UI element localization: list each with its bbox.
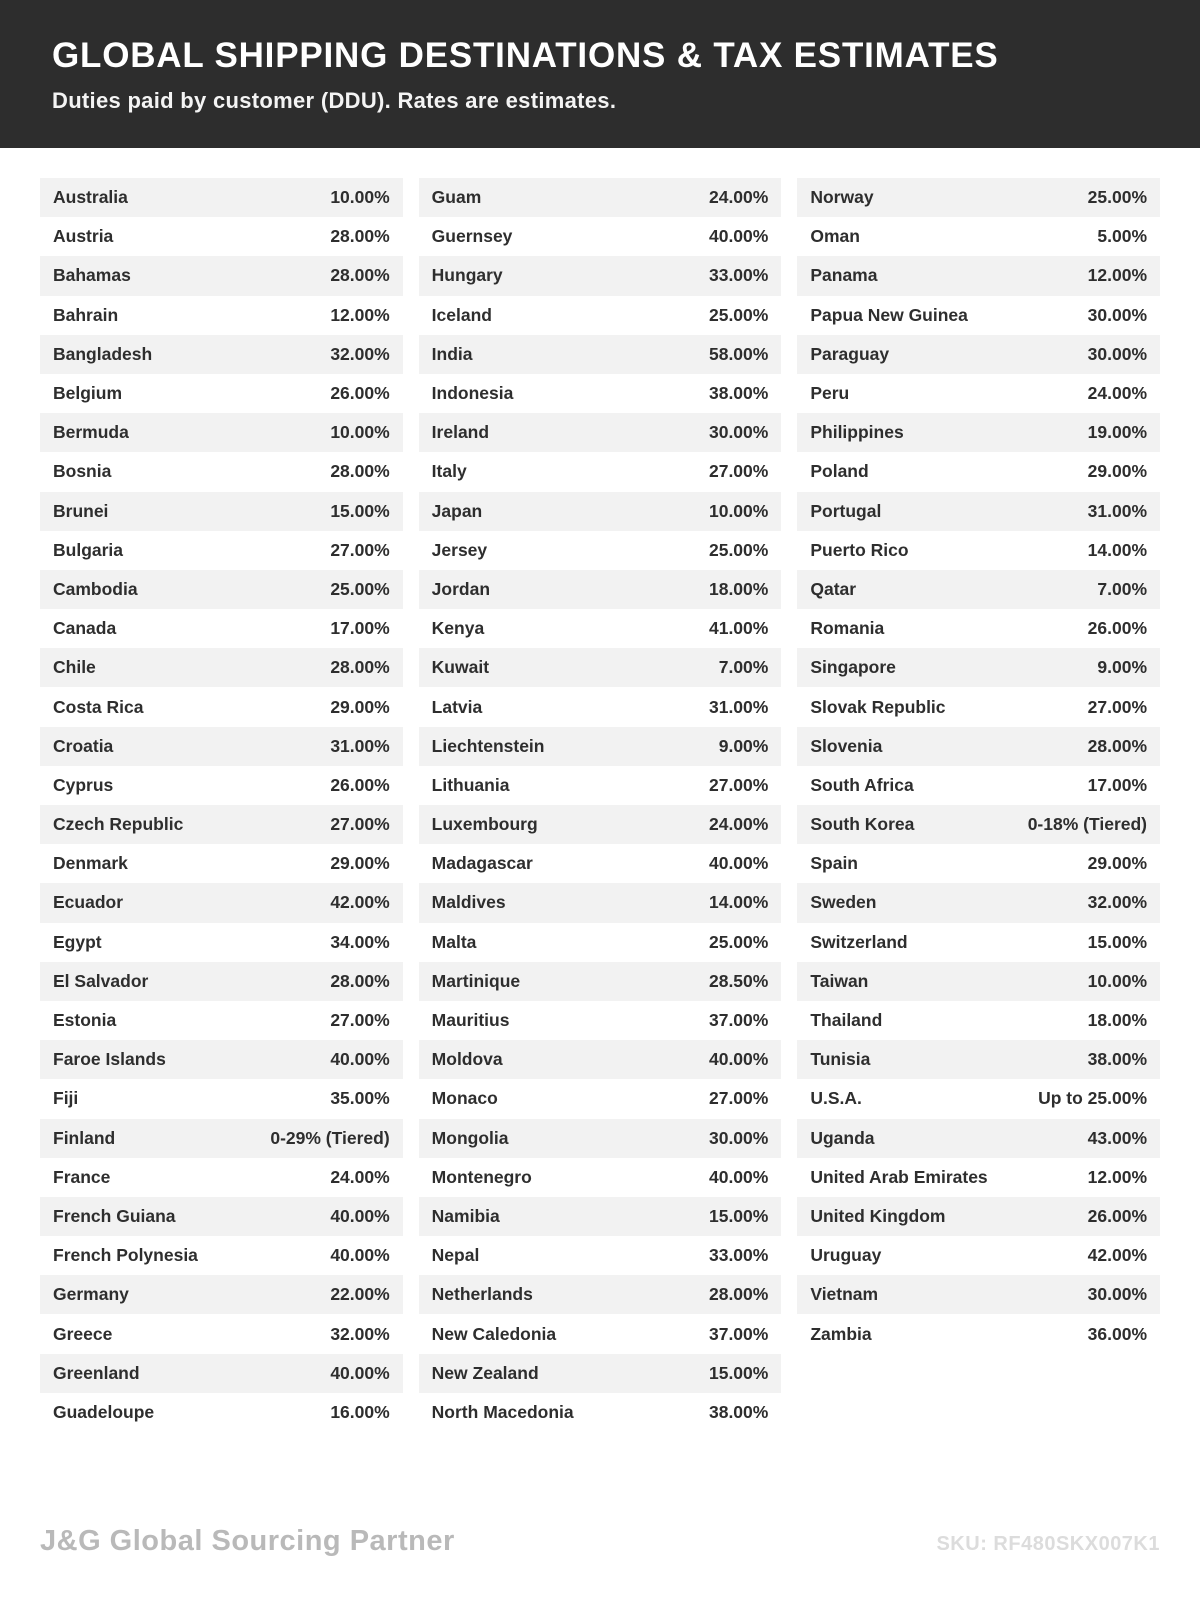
table-row: [797, 962, 1160, 1001]
table-row: [797, 1197, 1160, 1236]
country-name: North Macedonia: [431, 1401, 574, 1422]
tax-rate: 40.00%: [330, 1049, 390, 1070]
table-row: [40, 1393, 403, 1432]
country-name: Sweden: [810, 892, 877, 913]
table-row: [419, 1040, 782, 1079]
table-row: [40, 805, 403, 844]
country-name: Norway: [810, 187, 874, 208]
tax-rate-column-3: [797, 178, 1160, 1432]
country-name: Ecuador: [53, 892, 124, 913]
country-name: Cyprus: [53, 774, 114, 795]
table-row: [797, 648, 1160, 687]
country-name: Spain: [810, 853, 858, 874]
country-name: Luxembourg: [431, 814, 538, 835]
table-row: [40, 883, 403, 922]
country-name: Australia: [53, 187, 128, 208]
table-row: [419, 727, 782, 766]
table-row: [40, 217, 403, 256]
table-row: [419, 1158, 782, 1197]
country-name: United Kingdom: [810, 1205, 946, 1226]
country-name: Malta: [431, 931, 477, 952]
table-row: [419, 335, 782, 374]
table-row: [419, 766, 782, 805]
table-row: [419, 648, 782, 687]
country-name: Finland: [53, 1127, 116, 1148]
tax-rate: 24.00%: [708, 187, 769, 208]
country-name: Guadeloupe: [53, 1401, 155, 1422]
tax-rate: 12.00%: [330, 304, 390, 325]
tax-rate: 26.00%: [1087, 1205, 1148, 1226]
country-name: Bahrain: [53, 304, 119, 325]
country-name: New Zealand: [431, 1362, 539, 1383]
table-row: [797, 766, 1160, 805]
country-name: Greenland: [53, 1362, 140, 1383]
table-row: [797, 609, 1160, 648]
tax-rate: 28.00%: [330, 657, 390, 678]
tax-rate: 36.00%: [1087, 1323, 1148, 1344]
country-name: Fiji: [53, 1088, 79, 1109]
table-row: [40, 1040, 403, 1079]
country-name: Belgium: [53, 383, 123, 404]
tax-rate: 16.00%: [330, 1401, 390, 1422]
tax-rate: 15.00%: [708, 1205, 769, 1226]
tax-rate: 30.00%: [1087, 1284, 1148, 1305]
country-name: Faroe Islands: [53, 1049, 166, 1070]
table-row: [40, 1236, 403, 1275]
table-row: [40, 923, 403, 962]
tax-rate: 27.00%: [708, 1088, 769, 1109]
table-row: [419, 374, 782, 413]
tax-rate: 10.00%: [330, 187, 390, 208]
sku-label: SKU: RF480SKX007K1: [936, 1533, 1160, 1555]
country-name: Slovenia: [810, 735, 883, 756]
country-name: United Arab Emirates: [810, 1166, 988, 1187]
tax-rate: 35.00%: [330, 1088, 390, 1109]
country-name: Papua New Guinea: [810, 304, 968, 325]
country-name: Guernsey: [431, 226, 513, 247]
tax-rate: 17.00%: [330, 618, 390, 639]
country-name: Iceland: [431, 304, 492, 325]
tax-rate: 22.00%: [330, 1284, 390, 1305]
country-name: Cambodia: [53, 578, 138, 599]
country-name: Paraguay: [810, 343, 890, 364]
tax-rate: 28.50%: [708, 970, 769, 991]
tax-rate: 37.00%: [708, 1010, 769, 1031]
tax-rate: 29.00%: [330, 853, 390, 874]
table-row: [419, 1197, 782, 1236]
table-row: [419, 452, 782, 491]
table-row: [40, 178, 403, 217]
country-name: Tunisia: [810, 1049, 871, 1070]
table-row: [419, 217, 782, 256]
table-row: [797, 1040, 1160, 1079]
tax-rate: 26.00%: [330, 383, 390, 404]
tax-rate: 40.00%: [330, 1245, 390, 1266]
tax-rate: 28.00%: [708, 1284, 769, 1305]
table-row: [797, 178, 1160, 217]
tax-rate: 42.00%: [330, 892, 390, 913]
country-name: South Africa: [810, 774, 914, 795]
country-name: France: [53, 1166, 111, 1187]
country-name: Zambia: [810, 1323, 872, 1344]
tax-rate: 25.00%: [1087, 187, 1148, 208]
table-row: [40, 256, 403, 295]
table-row: [40, 1119, 403, 1158]
country-name: Estonia: [53, 1010, 117, 1031]
country-name: Costa Rica: [53, 696, 144, 717]
tax-rate: 25.00%: [708, 931, 769, 952]
country-name: Namibia: [431, 1205, 500, 1226]
tax-rate: 19.00%: [1087, 422, 1148, 443]
tax-rate-column-2: [419, 178, 782, 1432]
tax-rate: 31.00%: [1087, 500, 1148, 521]
tax-rate: 27.00%: [708, 461, 769, 482]
table-row: [797, 256, 1160, 295]
tax-rate: 15.00%: [708, 1362, 769, 1383]
table-row: [419, 1079, 782, 1118]
tax-rate: 28.00%: [330, 226, 390, 247]
country-name: Latvia: [431, 696, 483, 717]
country-name: Uganda: [810, 1127, 875, 1148]
table-row: [419, 531, 782, 570]
page-header: [0, 0, 1200, 148]
tax-rate: 40.00%: [708, 1166, 769, 1187]
table-row: [797, 1158, 1160, 1197]
country-name: Qatar: [810, 578, 857, 599]
country-name: Uruguay: [810, 1245, 882, 1266]
country-name: Bahamas: [53, 265, 131, 286]
table-row: [419, 178, 782, 217]
table-row: [419, 805, 782, 844]
page-subtitle: Duties paid by customer (DDU). Rates are estimates.: [52, 88, 617, 114]
tax-rate: 28.00%: [330, 265, 390, 286]
country-name: Denmark: [53, 853, 128, 874]
country-name: U.S.A.: [810, 1088, 862, 1109]
tax-rate: 30.00%: [708, 422, 769, 443]
tax-rate: 27.00%: [330, 1010, 390, 1031]
tax-rate: 5.00%: [1097, 226, 1148, 247]
table-row: [797, 1001, 1160, 1040]
tax-rate: 28.00%: [330, 461, 390, 482]
table-row: [797, 923, 1160, 962]
tax-rate: 38.00%: [708, 383, 769, 404]
tax-rate: 30.00%: [708, 1127, 769, 1148]
table-row: [797, 1236, 1160, 1275]
country-name: India: [431, 343, 473, 364]
table-row: [419, 256, 782, 295]
country-name: Egypt: [53, 931, 102, 952]
country-name: Jordan: [431, 578, 491, 599]
table-row: [419, 1393, 782, 1432]
table-row: [797, 492, 1160, 531]
tax-rate: 29.00%: [330, 696, 390, 717]
table-row: [40, 844, 403, 883]
table-row: [419, 687, 782, 726]
tax-rate: 41.00%: [708, 618, 769, 639]
country-name: Monaco: [431, 1088, 498, 1109]
country-name: Croatia: [53, 735, 114, 756]
tax-rate: 0-18% (Tiered): [1027, 814, 1148, 835]
tax-rate: 24.00%: [330, 1166, 390, 1187]
table-row: [797, 531, 1160, 570]
tax-rate: 40.00%: [708, 1049, 769, 1070]
table-row: [40, 1197, 403, 1236]
tax-rate: 38.00%: [1087, 1049, 1148, 1070]
tax-rate: 27.00%: [1087, 696, 1148, 717]
tax-rate: 43.00%: [1087, 1127, 1148, 1148]
country-name: Chile: [53, 657, 96, 678]
table-row: [419, 609, 782, 648]
country-name: Italy: [431, 461, 467, 482]
country-name: Mauritius: [431, 1010, 510, 1031]
table-row: [797, 570, 1160, 609]
table-row: [419, 962, 782, 1001]
table-row: [40, 1001, 403, 1040]
table-row: [797, 217, 1160, 256]
tax-rate: 40.00%: [708, 853, 769, 874]
tax-rate: 15.00%: [330, 500, 390, 521]
country-name: Japan: [431, 500, 483, 521]
table-row: [419, 1275, 782, 1314]
page-title: GLOBAL SHIPPING DESTINATIONS & TAX ESTIMATES: [52, 36, 999, 75]
tax-rate: 14.00%: [1087, 539, 1148, 560]
country-name: Brunei: [53, 500, 109, 521]
tax-rate: 31.00%: [708, 696, 769, 717]
country-name: Switzerland: [810, 931, 908, 952]
tax-rate: 33.00%: [708, 265, 769, 286]
tax-rate: 9.00%: [718, 735, 769, 756]
table-row: [419, 296, 782, 335]
country-name: Madagascar: [431, 853, 533, 874]
country-name: Taiwan: [810, 970, 869, 991]
table-row: [40, 1275, 403, 1314]
table-row: [419, 1119, 782, 1158]
table-row: [419, 923, 782, 962]
country-name: Vietnam: [810, 1284, 879, 1305]
table-row: [797, 335, 1160, 374]
table-row: [797, 452, 1160, 491]
country-name: Bulgaria: [53, 539, 124, 560]
table-row: [797, 1314, 1160, 1353]
tax-rate-table: [0, 148, 1200, 1432]
tax-rate: 25.00%: [708, 304, 769, 325]
tax-rate: 12.00%: [1087, 265, 1148, 286]
country-name: Kenya: [431, 618, 485, 639]
tax-rate: 32.00%: [330, 343, 390, 364]
table-row: [797, 374, 1160, 413]
country-name: Peru: [810, 383, 850, 404]
country-name: French Guiana: [53, 1205, 176, 1226]
tax-rate: 38.00%: [708, 1401, 769, 1422]
tax-rate: 24.00%: [1087, 383, 1148, 404]
tax-rate: 10.00%: [1087, 970, 1148, 991]
table-row: [797, 687, 1160, 726]
country-name: South Korea: [810, 814, 915, 835]
country-name: Kuwait: [431, 657, 490, 678]
tax-rate: 37.00%: [708, 1323, 769, 1344]
country-name: Romania: [810, 618, 885, 639]
tax-rate: 10.00%: [330, 422, 390, 443]
tax-rate: 27.00%: [708, 774, 769, 795]
tax-rate: 26.00%: [1087, 618, 1148, 639]
country-name: Canada: [53, 618, 117, 639]
tax-rate: 7.00%: [718, 657, 769, 678]
tax-rate-column-1: [40, 178, 403, 1432]
tax-rate: 42.00%: [1087, 1245, 1148, 1266]
table-row: [40, 413, 403, 452]
country-name: El Salvador: [53, 970, 149, 991]
table-row: [419, 570, 782, 609]
tax-rate: 28.00%: [1087, 735, 1148, 756]
country-name: Oman: [810, 226, 860, 247]
table-row: [419, 492, 782, 531]
tax-rate: 10.00%: [708, 500, 769, 521]
country-name: Panama: [810, 265, 878, 286]
table-row: [40, 962, 403, 1001]
table-row: [40, 609, 403, 648]
country-name: Maldives: [431, 892, 506, 913]
table-row: [797, 1119, 1160, 1158]
table-row: [797, 883, 1160, 922]
table-row: [797, 844, 1160, 883]
country-name: Indonesia: [431, 383, 514, 404]
country-name: Philippines: [810, 422, 904, 443]
country-name: Jersey: [431, 539, 488, 560]
table-row: [40, 1158, 403, 1197]
table-row: [419, 844, 782, 883]
tax-rate: 26.00%: [330, 774, 390, 795]
tax-rate: 32.00%: [1087, 892, 1148, 913]
country-name: Hungary: [431, 265, 503, 286]
table-row: [40, 335, 403, 374]
page-footer: [40, 1525, 1160, 1558]
country-name: Germany: [53, 1284, 129, 1305]
tax-rate: 29.00%: [1087, 853, 1148, 874]
table-row: [419, 413, 782, 452]
table-row: [797, 805, 1160, 844]
country-name: Mongolia: [431, 1127, 509, 1148]
country-name: Portugal: [810, 500, 882, 521]
tax-rate: 33.00%: [708, 1245, 769, 1266]
table-row: [419, 1314, 782, 1353]
country-name: Lithuania: [431, 774, 510, 795]
country-name: Slovak Republic: [810, 696, 946, 717]
country-name: Moldova: [431, 1049, 503, 1070]
table-row: [419, 1354, 782, 1393]
table-row: [40, 452, 403, 491]
tax-rate: 29.00%: [1087, 461, 1148, 482]
table-row: [40, 1354, 403, 1393]
table-row: [40, 766, 403, 805]
country-name: Poland: [810, 461, 869, 482]
tax-rate: 28.00%: [330, 970, 390, 991]
country-name: Bosnia: [53, 461, 112, 482]
tax-rate: 31.00%: [330, 735, 390, 756]
table-row: [40, 727, 403, 766]
country-name: Montenegro: [431, 1166, 532, 1187]
table-row: [40, 570, 403, 609]
table-row: [419, 1236, 782, 1275]
table-row: [40, 1314, 403, 1353]
table-row: [419, 1001, 782, 1040]
table-row: [797, 727, 1160, 766]
table-row: [797, 413, 1160, 452]
tax-rate: 9.00%: [1097, 657, 1148, 678]
country-name: New Caledonia: [431, 1323, 557, 1344]
tax-rate: 40.00%: [330, 1205, 390, 1226]
tax-rate: 58.00%: [708, 343, 769, 364]
country-name: Nepal: [431, 1245, 480, 1266]
tax-rate: 12.00%: [1087, 1166, 1148, 1187]
tax-rate: Up to 25.00%: [1038, 1088, 1148, 1109]
country-name: French Polynesia: [53, 1245, 198, 1266]
tax-rate: 30.00%: [1087, 343, 1148, 364]
country-name: Liechtenstein: [431, 735, 545, 756]
country-name: Singapore: [810, 657, 896, 678]
tax-rate: 14.00%: [708, 892, 769, 913]
country-name: Bermuda: [53, 422, 129, 443]
country-name: Martinique: [431, 970, 521, 991]
country-name: Puerto Rico: [810, 539, 909, 560]
table-row: [419, 883, 782, 922]
tax-rate: 24.00%: [708, 814, 769, 835]
country-name: Thailand: [810, 1010, 883, 1031]
tax-rate: 18.00%: [1087, 1010, 1148, 1031]
table-row: [40, 648, 403, 687]
tax-rate: 25.00%: [708, 539, 769, 560]
tax-rate: 18.00%: [708, 578, 769, 599]
country-name: Ireland: [431, 422, 490, 443]
tax-rate: 32.00%: [330, 1323, 390, 1344]
tax-rate: 40.00%: [330, 1362, 390, 1383]
country-name: Greece: [53, 1323, 113, 1344]
tax-rate: 25.00%: [330, 578, 390, 599]
table-row: [797, 1079, 1160, 1118]
tax-rate: 34.00%: [330, 931, 390, 952]
tax-rate: 40.00%: [708, 226, 769, 247]
tax-rate: 0-29% (Tiered): [270, 1127, 390, 1148]
tax-rate: 30.00%: [1087, 304, 1148, 325]
table-row: [40, 687, 403, 726]
country-name: Austria: [53, 226, 114, 247]
tax-rate: 7.00%: [1097, 578, 1148, 599]
country-name: Guam: [431, 187, 482, 208]
tax-rate: 27.00%: [330, 539, 390, 560]
table-row: [40, 492, 403, 531]
country-name: Netherlands: [431, 1284, 533, 1305]
tax-rate: 17.00%: [1087, 774, 1148, 795]
tax-rate: 27.00%: [330, 814, 390, 835]
table-row: [797, 1275, 1160, 1314]
country-name: Czech Republic: [53, 814, 184, 835]
table-row: [40, 1079, 403, 1118]
table-row: [40, 531, 403, 570]
brand-name: J&G Global Sourcing Partner: [40, 1525, 455, 1557]
country-name: Bangladesh: [53, 343, 153, 364]
tax-rate: 15.00%: [1087, 931, 1148, 952]
table-row: [797, 296, 1160, 335]
table-row: [40, 296, 403, 335]
table-row: [40, 374, 403, 413]
